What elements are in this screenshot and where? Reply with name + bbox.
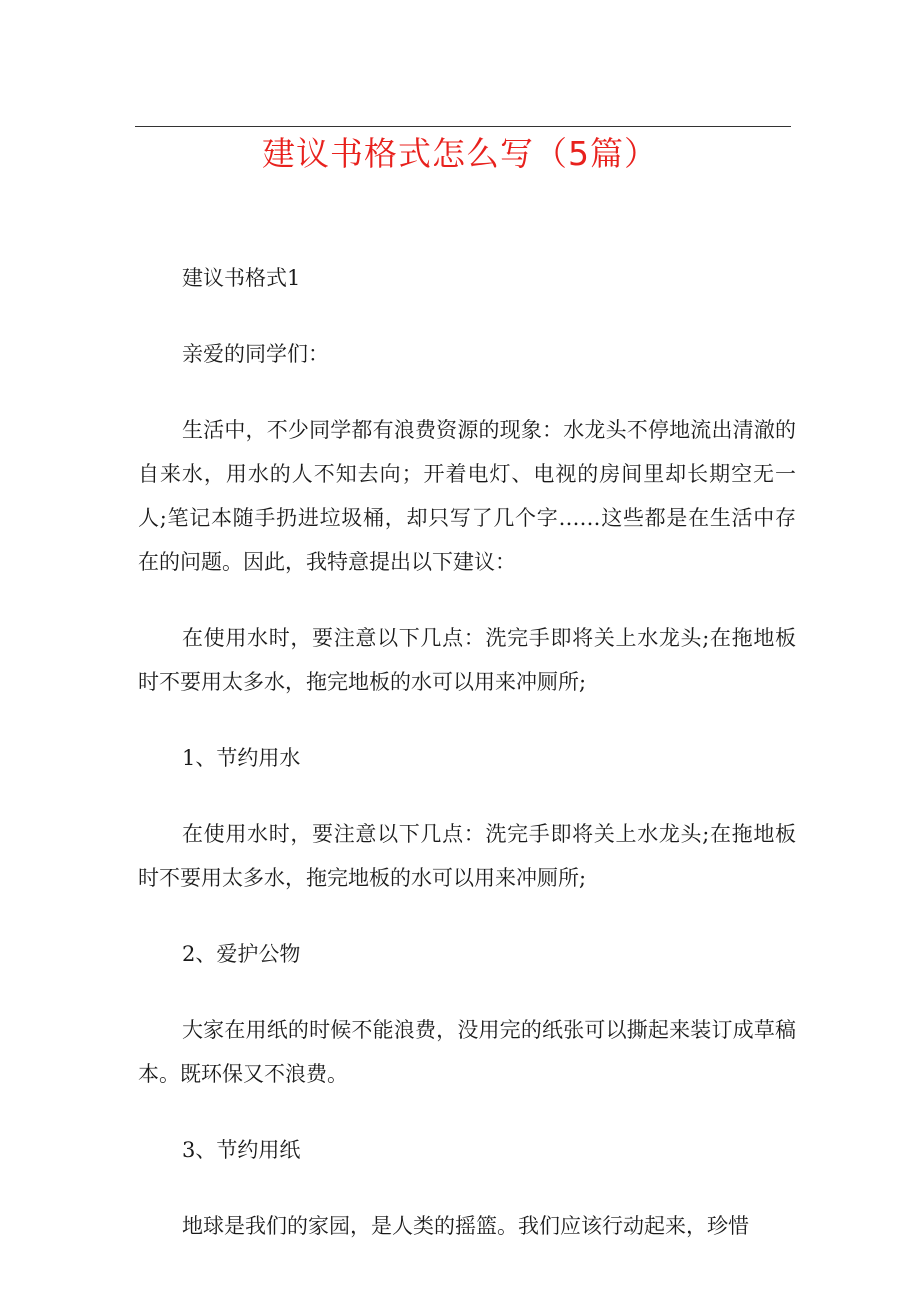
salutation: 亲爱的同学们： bbox=[182, 342, 329, 366]
document-title: 建议书格式怎么写（5篇） bbox=[262, 134, 658, 173]
document-body bbox=[138, 256, 796, 1280]
header-rule bbox=[135, 126, 791, 127]
body-paragraph: 地球是我们的家园，是人类的摇篮。我们应该行动起来，珍惜 bbox=[182, 1214, 749, 1238]
list-item-heading: 3、节约用纸 bbox=[182, 1138, 301, 1162]
section-heading: 建议书格式1 bbox=[182, 266, 301, 290]
body-paragraph: 在使用水时，要注意以下几点：洗完手即将关上水龙头;在拖地板时不要用太多水，拖完地板的水可以用来冲厕所; bbox=[138, 822, 796, 890]
body-paragraph: 生活中，不少同学都有浪费资源的现象：水龙头不停地流出清澈的自来水，用水的人不知去向；开着电灯、电视的房间里却长期空无一人;笔记本随手扔进垃圾桶，却只写了几个字……这些都是在生活中存在的问题。因此，我特意提出以下建议： bbox=[138, 418, 796, 574]
body-paragraph: 在使用水时，要注意以下几点：洗完手即将关上水龙头;在拖地板时不要用太多水，拖完地板的水可以用来冲厕所; bbox=[138, 626, 796, 694]
list-item-heading: 1、节约用水 bbox=[182, 746, 301, 770]
list-item-heading: 2、爱护公物 bbox=[182, 942, 301, 966]
body-paragraph: 大家在用纸的时候不能浪费，没用完的纸张可以撕起来装订成草稿本。既环保又不浪费。 bbox=[138, 1018, 796, 1086]
